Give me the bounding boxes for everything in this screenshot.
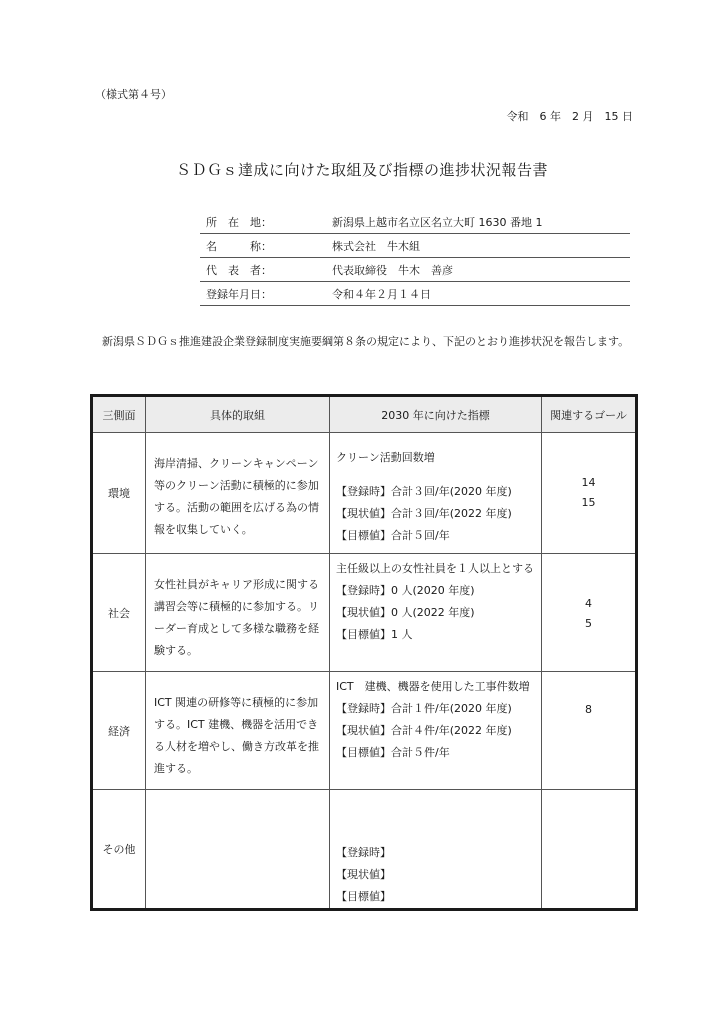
goal-number: 8	[585, 703, 592, 716]
goal-number: 15	[581, 496, 596, 509]
goals-cell	[542, 554, 637, 672]
info-label: 代 表 者：	[200, 258, 326, 282]
indicator-current: 【現状値】0 人(2022 年度)	[336, 606, 475, 619]
company-info-table	[200, 210, 630, 306]
indicator-cell	[330, 554, 542, 672]
form-number: （様式第４号）	[95, 88, 172, 101]
aspect-cell: 環境	[92, 433, 146, 554]
info-value: 新潟県上越市名立区名立大町 1630 番地 1	[332, 215, 543, 229]
goal-number: 14	[581, 476, 596, 489]
activity-cell: 海岸清掃、クリーンキャンペーン等のクリーン活動に積極的に参加する。活動の範囲を広げる為の情報を収集していく。	[146, 433, 330, 554]
indicator-cell	[330, 672, 542, 790]
indicator-registered: 【登録時】	[336, 846, 391, 859]
indicator-target: 【目標値】1 人	[336, 628, 413, 641]
progress-table	[90, 394, 638, 911]
indicator-registered: 【登録時】合計１件/年(2020 年度)	[336, 702, 512, 715]
info-label: 登録年月日：	[200, 282, 326, 306]
info-row-name	[200, 234, 630, 258]
indicator-target: 【目標値】	[336, 890, 391, 903]
report-date: 令和 6 年 2 月 15 日	[506, 110, 633, 123]
indicator-cell	[330, 790, 542, 910]
spacer	[336, 469, 537, 481]
aspect-cell: 経済	[92, 672, 146, 790]
indicator-registered: 【登録時】0 人(2020 年度)	[336, 584, 475, 597]
goals-cell	[542, 790, 637, 910]
info-row-representative	[200, 258, 630, 282]
header-activity: 具体的取組	[146, 396, 330, 433]
table-row	[92, 433, 637, 554]
indicator-current: 【現状値】合計４件/年(2022 年度)	[336, 724, 512, 737]
info-label: 所 在 地：	[206, 215, 272, 229]
info-label: 名 称：	[200, 234, 326, 258]
goals-cell	[542, 672, 637, 790]
table-row	[92, 554, 637, 672]
indicator-current: 【現状値】	[336, 868, 391, 881]
activity-cell	[146, 790, 330, 910]
info-row-registration-date	[200, 282, 630, 306]
table-header-row	[92, 396, 637, 433]
header-goals: 関連するゴール	[542, 396, 637, 433]
info-value: 代表取締役 牛木 善彦	[326, 258, 630, 282]
indicator-target: 【目標値】合計５回/年	[336, 529, 450, 542]
info-row-address	[200, 210, 630, 234]
indicator-current: 【現状値】合計３回/年(2022 年度)	[336, 507, 512, 520]
document-title: ＳＤＧｓ達成に向けた取組及び指標の進捗状況報告書	[175, 161, 548, 179]
activity-cell: ICT 関連の研修等に積極的に参加する。ICT 建機、機器を活用できる人材を増やし、働き方改革を推進する。	[146, 672, 330, 790]
aspect-cell: 社会	[92, 554, 146, 672]
indicator-title: クリーン活動回数増	[336, 451, 435, 464]
goal-number: 5	[585, 617, 592, 630]
info-value: 令和４年２月１４日	[326, 282, 630, 306]
indicator-cell	[330, 433, 542, 554]
indicator-title: ICT 建機、機器を使用した工事件数増	[336, 680, 530, 693]
aspect-cell: その他	[92, 790, 146, 910]
intro-paragraph: 新潟県ＳＤＧｓ推進建設企業登録制度実施要綱第８条の規定により、下記のとおり進捗状況を報告します。	[102, 335, 630, 348]
indicator-registered: 【登録時】合計３回/年(2020 年度)	[336, 485, 512, 498]
table-row	[92, 672, 637, 790]
indicator-title: 主任級以上の女性社員を１人以上とする	[336, 562, 534, 575]
indicator-target: 【目標値】合計５件/年	[336, 746, 450, 759]
activity-cell: 女性社員がキャリア形成に関する講習会等に積極的に参加する。リーダー育成として多様な職務を経験する。	[146, 554, 330, 672]
header-aspect: 三側面	[92, 396, 146, 433]
header-indicator: 2030 年に向けた指標	[330, 396, 542, 433]
info-value: 株式会社 牛木組	[326, 234, 630, 258]
goals-cell	[542, 433, 637, 554]
goal-number: 4	[585, 597, 592, 610]
table-row	[92, 790, 637, 910]
